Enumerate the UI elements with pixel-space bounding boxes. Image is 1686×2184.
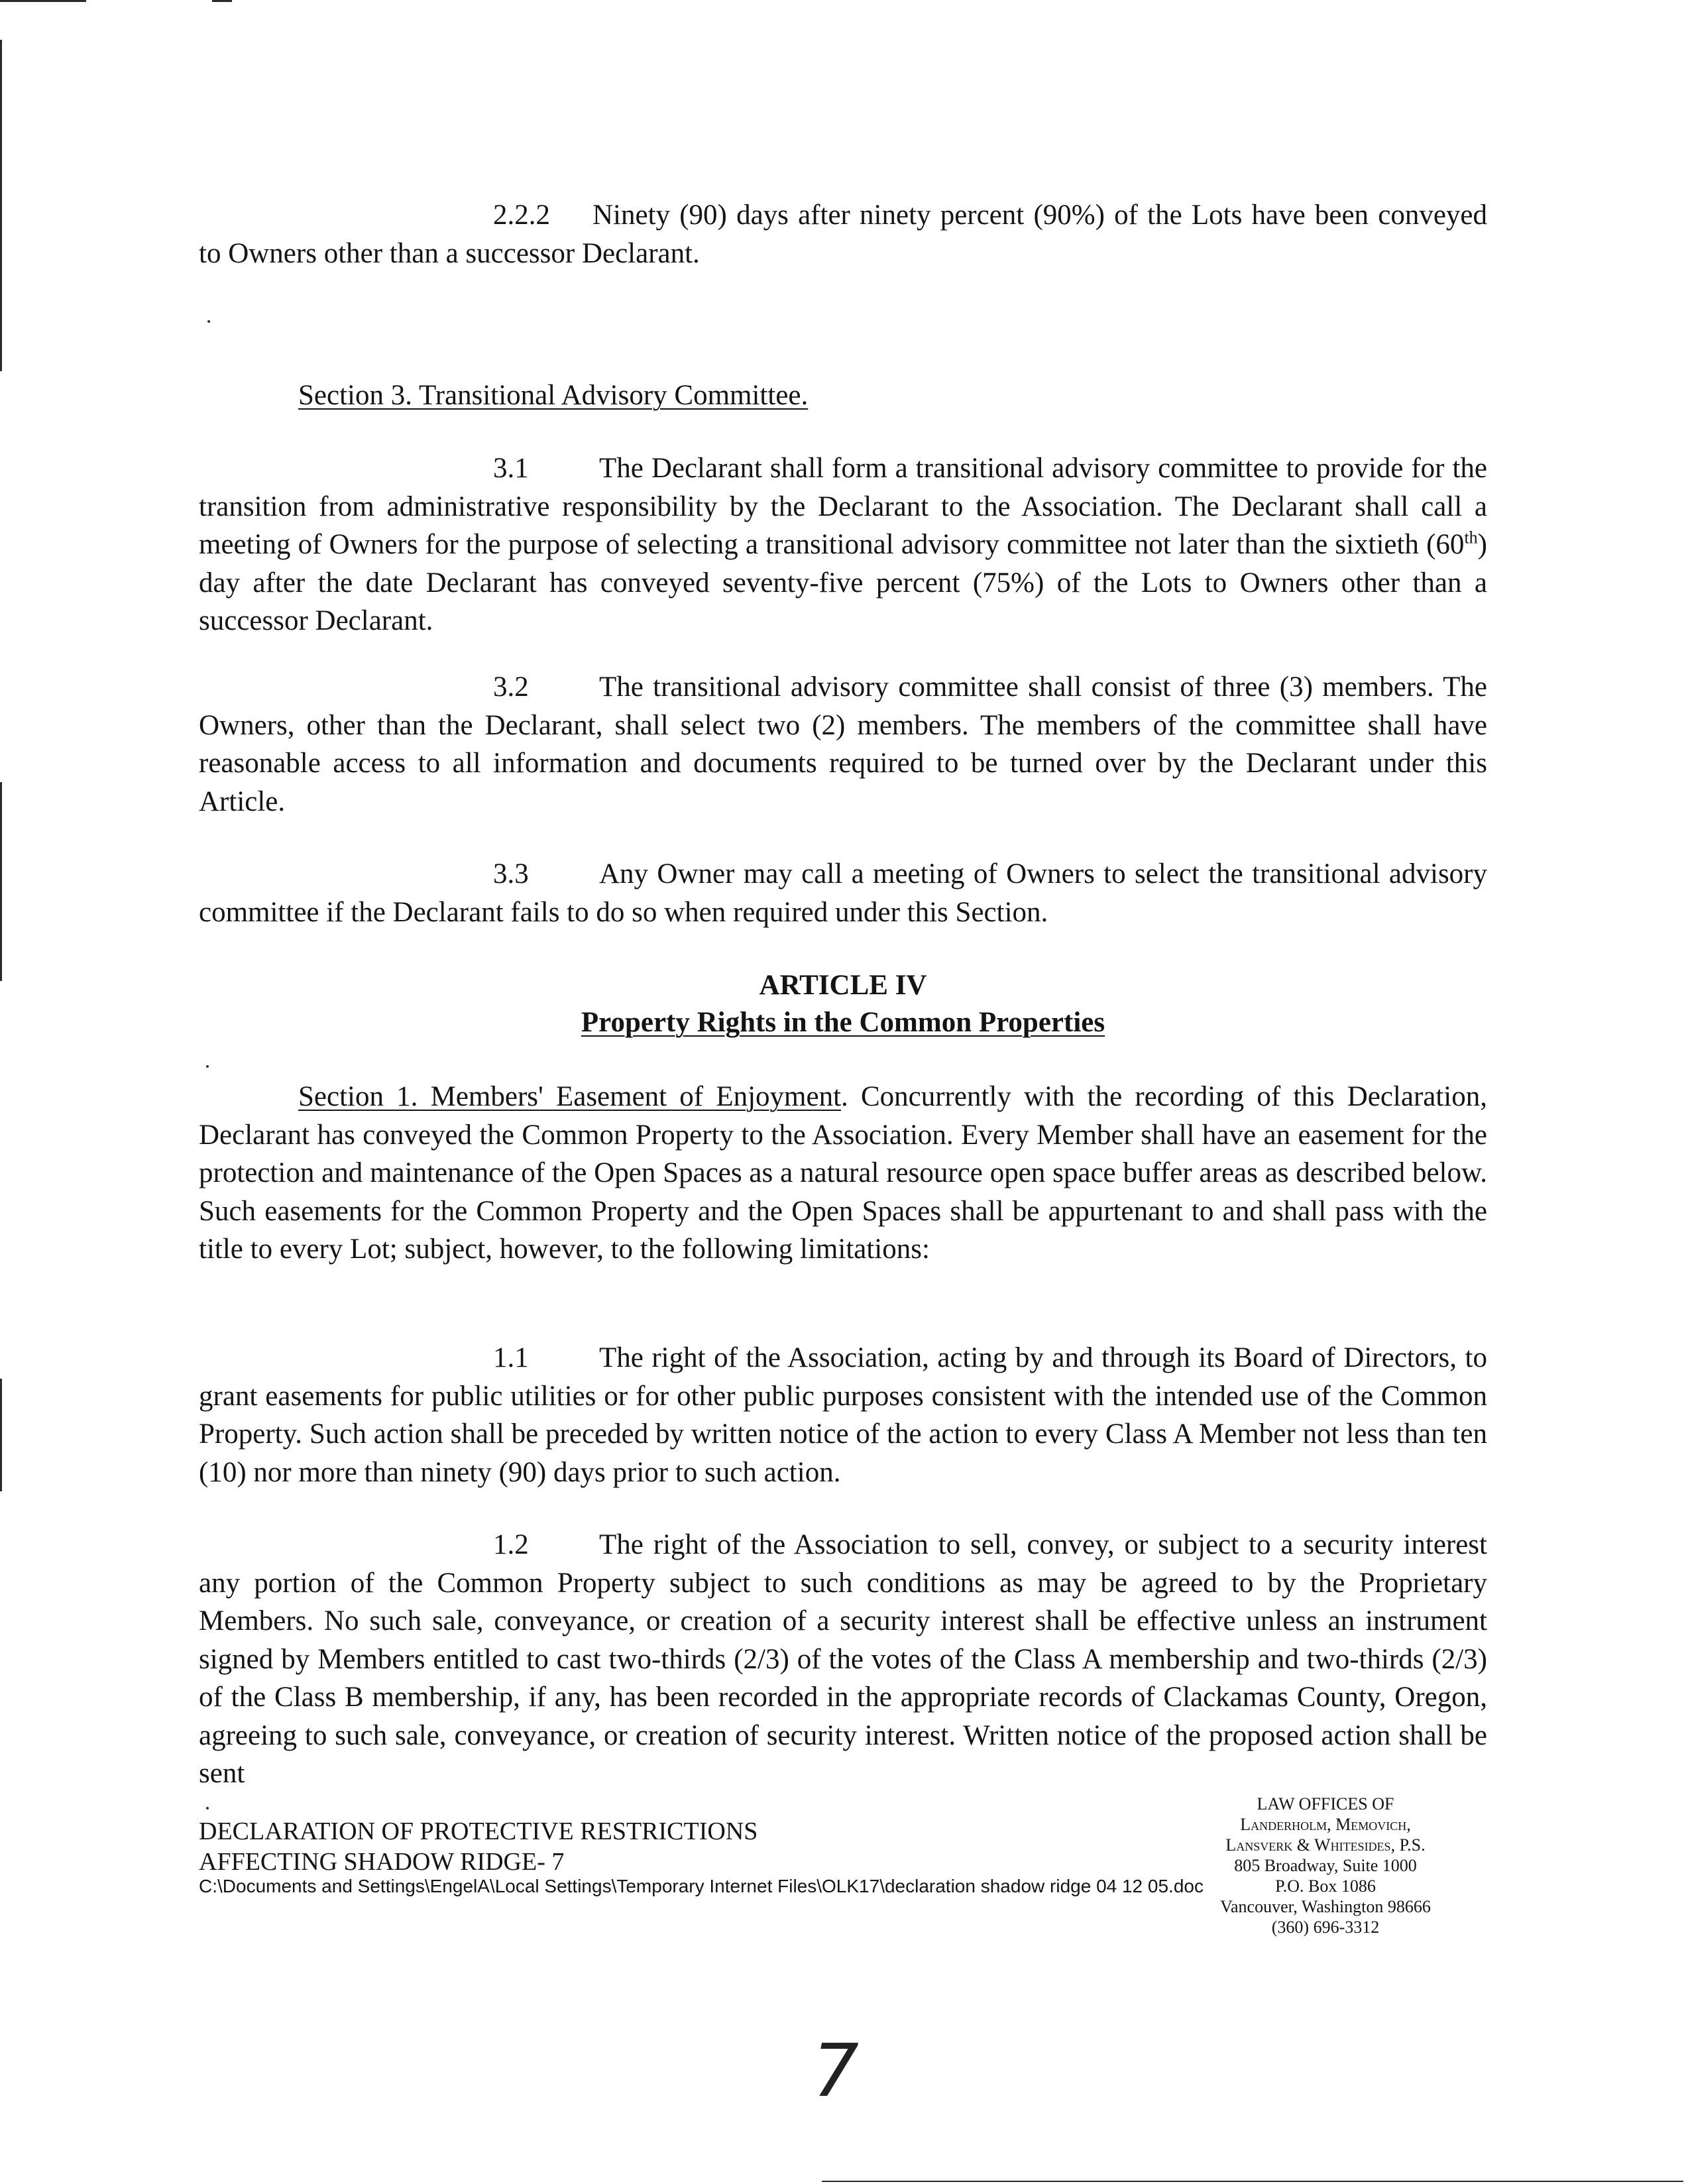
paragraph-text: Ninety (90) days after ninety percent (90%) of the Lots have been conveyed to Owners other than a successor Declarant.	[199, 200, 1487, 269]
scan-edge-left-1	[0, 40, 2, 371]
paragraph-3-1	[199, 449, 1487, 640]
firm-line-2: Landerholm, Memovich,	[1240, 1815, 1411, 1834]
paragraph-number: 3.3	[493, 858, 529, 890]
firm-line-7: (360) 696-3312	[1271, 1918, 1380, 1937]
footer-document-title	[199, 1816, 758, 1877]
firm-line-6: Vancouver, Washington 98666	[1220, 1897, 1431, 1916]
scan-edge-left-3	[0, 1379, 2, 1491]
section-3-heading: Section 3. Transitional Advisory Committee.	[298, 380, 809, 411]
scan-edge-top	[0, 0, 86, 2]
paragraph-number: 1.2	[493, 1529, 529, 1560]
footer-law-office	[1193, 1794, 1458, 1937]
footer-title-line-2: AFFECTING SHADOW RIDGE- 7	[199, 1848, 565, 1876]
paragraph-text: Any Owner may call a meeting of Owners to select the transitional advisory committee if the Declarant fails to do so when required under this Section.	[199, 858, 1487, 928]
paragraph-text: The Declarant shall form a transitional advisory committee to provide for the transition from administrative responsibility by the Declarant to the Association. The Declarant shall call a meeting of Owners for the purpose of selecting a transitional advisory committee not later than the sixtieth (60	[199, 453, 1487, 560]
paragraph-number: 1.1	[493, 1342, 529, 1373]
firm-line-4: 805 Broadway, Suite 1000	[1234, 1856, 1417, 1875]
footer-file-path: C:\Documents and Settings\EngelA\Local Settings\Temporary Internet Files\OLK17\declaration shadow ridge 04 12 05.doc	[199, 1876, 1204, 1896]
footer-title-line-1: DECLARATION OF PROTECTIVE RESTRICTIONS	[199, 1817, 758, 1845]
scan-edge-top-short	[212, 0, 232, 2]
paragraph-text: The right of the Association, acting by and through its Board of Directors, to grant easements for public utilities or for other public purposes consistent with the intended use of the Common Property. Such action shall be preceded by written notice of the action to every Class A Member not less than ten (10) nor more than ninety (90) days prior to such action.	[199, 1342, 1487, 1488]
paragraph-text: The transitional advisory committee shall consist of three (3) members. The Owners, other than the Declarant, shall select two (2) members. The members of the committee shall have reasonable access to all information and documents required to be turned over by the Declarant under this Article.	[199, 671, 1487, 817]
scan-speck	[206, 1807, 209, 1810]
scan-speck	[206, 1065, 209, 1068]
paragraph-1-2	[199, 1526, 1487, 1793]
paragraph-2-2-2	[199, 196, 1487, 272]
paragraph-3-3	[199, 855, 1487, 931]
paragraph-text: The right of the Association to sell, convey, or subject to a security interest any portion of the Common Property subject to such conditions as may be agreed to by the Proprietary Members. No such sale, conveyance, or creation of a security interest shall be effective unless an instrument signed by Members entitled to cast two-thirds (2/3) of the votes of the Class A membership and two-thirds (2/3) of the Class B membership, if any, has been recorded in the appropriate records of Clackamas County, Oregon, agreeing to such sale, conveyance, or creation of security interest. Written notice of the proposed action shall be sent	[199, 1529, 1487, 1789]
handwritten-page-number: 7	[813, 2028, 859, 2113]
firm-line-1: LAW OFFICES OF	[1257, 1794, 1394, 1813]
paragraph-text: . Concurrently with the recording of this Declaration, Declarant has conveyed the Common Property to the Association. Every Member shall have an easement for the protection and maintenance of the Open Spaces as a natural resource open space buffer areas as described below. Such easements for the Common Property and the Open Spaces shall be appurtenant to and shall pass with the title to every Lot; subject, however, to the following limitations:	[199, 1081, 1487, 1265]
paragraph-3-2	[199, 668, 1487, 821]
article-title-line	[199, 1004, 1487, 1042]
paragraph-text-cont: ) day after the date Declarant has conveyed seventy-five percent (75%) of the Lots to Owners other than a successor Declarant.	[199, 529, 1487, 636]
firm-line-3: Lansverk & Whitesides, P.S.	[1225, 1835, 1426, 1855]
section-1-heading: Section 1. Members' Easement of Enjoyment	[298, 1081, 842, 1112]
scan-edge-bottom	[822, 2181, 1683, 2182]
scan-edge-left-2	[0, 782, 2, 981]
scan-speck	[207, 320, 210, 323]
paragraph-1-1	[199, 1339, 1487, 1491]
paragraph-number: 3.2	[493, 671, 529, 703]
firm-line-5: P.O. Box 1086	[1275, 1876, 1376, 1896]
article-title: Property Rights in the Common Properties	[581, 1007, 1105, 1038]
article-number: ARTICLE IV	[759, 970, 927, 1001]
paragraph-number: 3.1	[493, 453, 529, 484]
section-1-paragraph	[199, 1078, 1487, 1269]
ordinal-suffix: th	[1464, 528, 1478, 547]
paragraph-number: 2.2.2	[493, 200, 550, 231]
